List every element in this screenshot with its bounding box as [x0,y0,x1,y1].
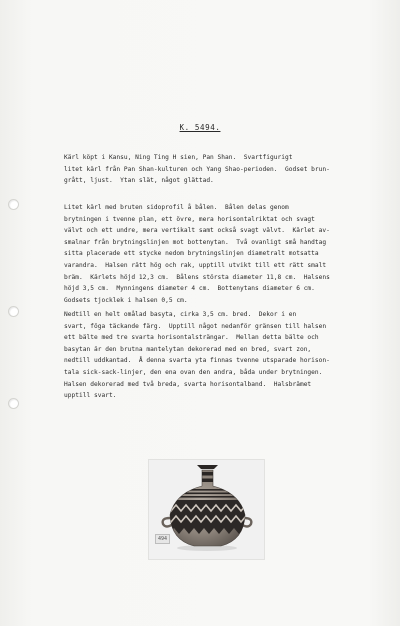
paragraph-decoration: Nedtill en helt omålad basyta, cirka 3,5 cm. bred. Dekor i en svart, föga täckande färg. Upptill något nedanför gränsen till halsen ett bälte med tre svarta horisontalsträngar. Mellan detta bälte och basytan är den brutna mantelytan dekorerad med en bred, svart zon, nedtill uddkantad. Å denna svarta yta finnas tvenne utsparade horison- tala sick-sack-linjer, den ena ovan den andra, båda under brytningen. Halsen dekorerad med två breda, svarta horisontalband. Halsbrämet upptill svart. [64,311,330,400]
paragraph-acquisition: Kärl köpt i Kansu, Ning Ting H sien, Pan Shan. Svartfigurigt litet kärl från Pan Shan-kulturen och Yang Shao-perioden. Godset brun- grått, ljust. Ytan slät, något glättad. [64,154,330,185]
pottery-vessel-image [149,460,264,559]
binder-hole-middle [8,306,19,317]
paragraph-shape-dimensions: Litet kärl med bruten sidoprofil å bålen. Bålen delas genom brytningen i tvenne plan, ett övre, mera horisontalriktat och svagt välvt och ett undre, mera vertikalt samt också svagt välvt. Kärlet av- smalnar från brytningslinjen mot bottenytan. Två ovanligt små handtag sitta placerade ett stycke nedom brytningslinjen diametralt motsatta varandra. Halsen rätt hög och rak, upptill utvikt till ett rätt smalt bräm. Kärlets höjd 12,3 cm. Bålens största diameter 11,8 cm. Halsens höjd 3,5 cm. Mynningens diameter 4 cm. Bottenytans diameter 6 cm. Godsets tjocklek i halsen 0,5 cm. [64,204,330,304]
binder-hole-top [8,199,19,210]
binder-hole-bottom [8,398,19,409]
museum-number-tag: 494 [155,534,170,544]
catalog-number-heading: K. 5494. [179,123,221,132]
vessel-photograph [148,459,265,560]
